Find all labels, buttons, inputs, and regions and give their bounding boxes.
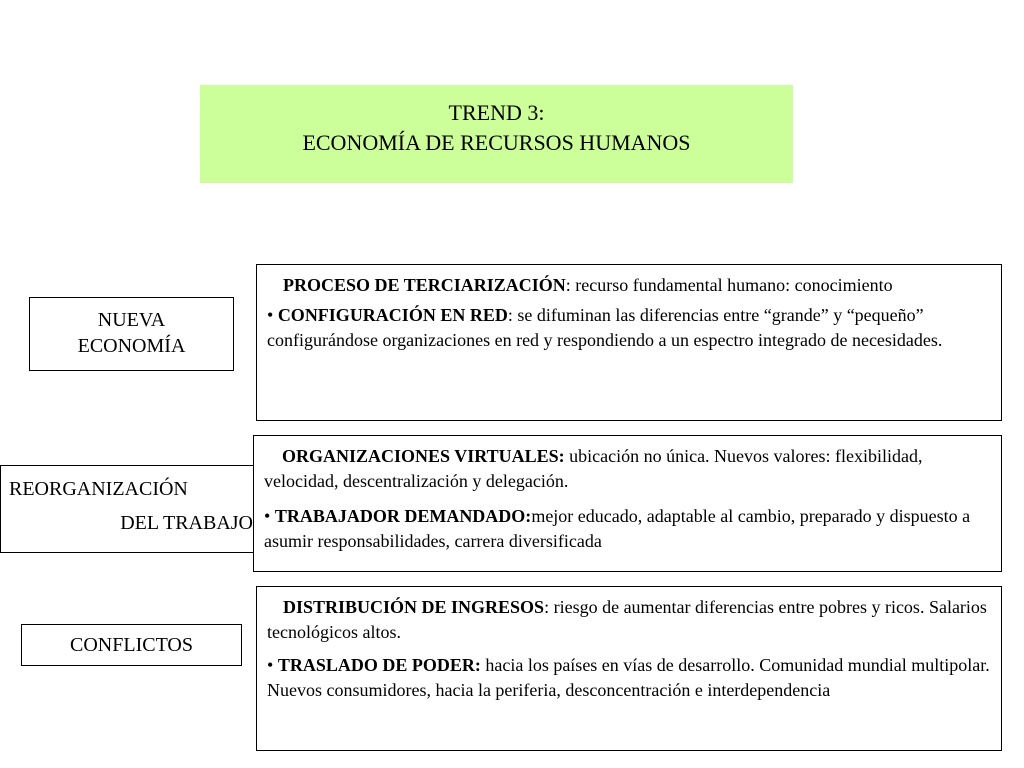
item-heading: DISTRIBUCIÓN DE INGRESOS xyxy=(283,597,545,617)
title-line-1: TREND 3: xyxy=(448,100,545,125)
item-separator: : xyxy=(565,275,576,295)
item-heading: CONFIGURACIÓN EN RED xyxy=(277,305,508,325)
item-text: mejor educado, adaptable al cambio, preparado y dispuesto a asumir responsabilidades, carrera diversificada xyxy=(264,506,971,551)
content-item xyxy=(267,595,991,645)
label-conflictos xyxy=(21,624,242,666)
content-box-reorganizacion-trabajo xyxy=(253,435,1002,572)
content-box-nueva-economia xyxy=(256,264,1002,421)
label-nueva-economia xyxy=(29,297,234,371)
item-text: recurso fundamental humano: conocimiento xyxy=(575,275,893,295)
label-line: REORGANIZACIÓN xyxy=(9,478,188,500)
label-line: CONFLICTOS xyxy=(70,634,193,656)
item-text: riesgo de aumentar diferencias entre pobres y ricos. Salarios tecnológicos altos. xyxy=(267,597,987,642)
item-bullet: • xyxy=(267,305,278,325)
title-line-2: ECONOMÍA DE RECURSOS HUMANOS xyxy=(302,130,691,155)
item-bullet: • xyxy=(264,506,275,526)
content-item xyxy=(267,653,991,703)
content-item xyxy=(267,303,991,353)
label-line: NUEVA xyxy=(97,309,166,331)
item-separator: : xyxy=(507,305,518,325)
item-text: ubicación no única. Nuevos valores: flexibilidad, velocidad, descentralización y delegación. xyxy=(264,446,923,491)
item-bullet: • xyxy=(267,655,278,675)
item-heading: ORGANIZACIONES VIRTUALES: xyxy=(282,446,565,466)
content-box-conflictos xyxy=(256,586,1002,751)
content-item xyxy=(264,444,991,494)
content-item xyxy=(267,273,991,298)
item-separator: : xyxy=(544,597,554,617)
label-line: DEL TRABAJO xyxy=(120,512,253,534)
item-text: hacia los países en vías de desarrollo. Comunidad mundial multipolar. Nuevos consumidores, hacia la periferia, desconcentración e interdependencia xyxy=(267,655,990,700)
item-heading: TRABAJADOR DEMANDADO: xyxy=(274,506,532,526)
label-line: ECONOMÍA xyxy=(77,335,186,357)
title-banner xyxy=(200,85,793,183)
item-text: se difuminan las diferencias entre “grande” y “pequeño” configurándose organizaciones en red y respondiendo a un espectro integrado de necesidades. xyxy=(267,305,943,350)
item-heading: PROCESO DE TERCIARIZACIÓN xyxy=(283,275,566,295)
item-heading: TRASLADO DE PODER: xyxy=(277,655,481,675)
label-reorganizacion-trabajo xyxy=(0,465,262,553)
content-item xyxy=(264,504,991,554)
